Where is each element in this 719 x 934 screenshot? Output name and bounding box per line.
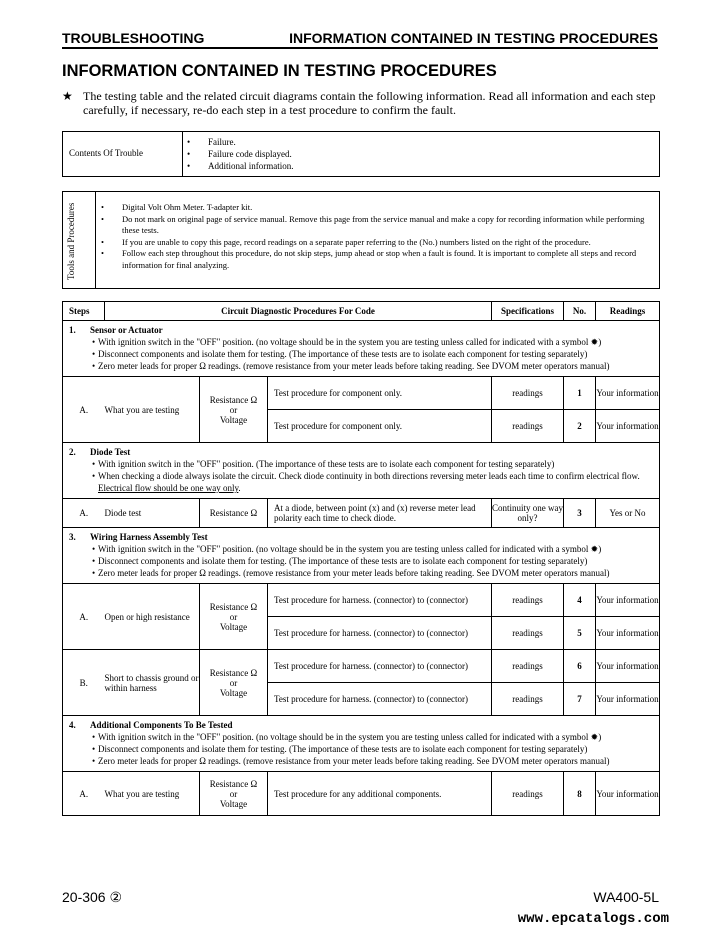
page-number: 20-306 ② [62, 889, 123, 905]
col-no: No. [564, 302, 596, 321]
list-item: • Failure. [187, 137, 236, 147]
diagnostic-table [62, 301, 660, 816]
list-item: • Additional information. [187, 161, 294, 171]
table-row: A. Diode test Resistance Ω At a diode, between point (x) and (x) reverse meter lead polarity each time to check diode. Continuity one way only? 3 Yes or No [63, 499, 660, 528]
col-readings: Readings [596, 302, 660, 321]
list-item: • Zero meter leads for proper Ω readings. (remove resistance from your meter leads before taking reading. See DVOM meter operators manual) [92, 756, 610, 766]
list-item: • Digital Volt Ohm Meter. T-adapter kit. [101, 202, 253, 212]
table-row: A. Open or high resistance Resistance Ω or Voltage Test procedure for harness. (connector) to (connector) readings 4 Your information [63, 584, 660, 617]
table-row: A. What you are testing Resistance Ω or Voltage Test procedure for component only. readings 1 Your information [63, 377, 660, 410]
header-section-title: TROUBLESHOOTING [62, 30, 205, 46]
contents-of-trouble-box [62, 131, 660, 177]
list-item: • Disconnect components and isolate them for testing. (The importance of these tests are to isolate each component for testing separately) [92, 349, 588, 359]
table-row: B. Short to chassis ground or within harness Resistance Ω or Voltage Test procedure for harness. (connector) to (connector) readings 6 Your information [63, 650, 660, 683]
tools-label: Tools and Procedures [66, 202, 76, 280]
section-row [63, 716, 660, 772]
tools-and-procedures-box [62, 191, 660, 289]
list-item: • When checking a diode always isolate the circuit. Check diode continuity in both directions reversing meter leads each time to confirm electrical flow. Electrical flow should be one way only. [92, 471, 640, 493]
contents-list [187, 136, 294, 172]
section-heading: 1. Sensor or Actuator [69, 325, 163, 335]
list-item: • Disconnect components and isolate them for testing. (The importance of these tests are to isolate each component for testing separately) [92, 744, 588, 754]
section-row [63, 528, 660, 584]
running-header [62, 30, 658, 49]
section-heading: 4. Additional Components To Be Tested [69, 720, 233, 730]
section-row [63, 443, 660, 499]
header-page-title: INFORMATION CONTAINED IN TESTING PROCEDURES [289, 30, 658, 46]
website-watermark: www.epcatalogs.com [517, 911, 669, 927]
contents-label: Contents Of Trouble [69, 148, 144, 158]
table-row: Test procedure for component only. readings 2 Your information [63, 410, 660, 443]
col-steps: Steps [63, 302, 105, 321]
intro-text: The testing table and the related circuit diagrams contain the following information. Read all information and each step carefully, if necessary, re-do each step in a test procedure to confirm the fault. [83, 89, 656, 117]
list-item: • If you are unable to copy this page, record readings on a separate paper referring to the (No.) numbers listed on the right of the procedure. [101, 236, 591, 247]
list-item: • Disconnect components and isolate them for testing. (The importance of these tests are to isolate each component for testing separately) [92, 556, 588, 566]
star-icon: ★ [62, 89, 73, 103]
list-item: • With ignition switch in the "OFF" position. (no voltage should be in the system you are testing unless called for indicated with a symbol ✹) [92, 544, 602, 554]
list-item: • With ignition switch in the "OFF" position. (no voltage should be in the system you are testing unless called for indicated with a symbol ✹) [92, 732, 602, 742]
section-heading: 3. Wiring Harness Assembly Test [69, 532, 208, 542]
tools-list [101, 202, 657, 271]
list-item: • Zero meter leads for proper Ω readings. (remove resistance from your meter leads before taking reading. See DVOM meter operators manual) [92, 361, 610, 371]
list-item: • Failure code displayed. [187, 149, 292, 159]
page-title: INFORMATION CONTAINED IN TESTING PROCEDURES [62, 62, 497, 80]
table-row: Test procedure for harness. (connector) to (connector) readings 5 Your information [63, 617, 660, 650]
list-item: • Zero meter leads for proper Ω readings. (remove resistance from your meter leads before taking reading. See DVOM meter operators manual) [92, 568, 610, 578]
col-procedure: Circuit Diagnostic Procedures For Code [105, 302, 492, 321]
col-specifications: Specifications [492, 302, 564, 321]
list-item: • Do not mark on original page of service manual. Remove this page from the service manual and make a copy for recording information while performing these tests. [101, 213, 645, 235]
intro-paragraph [62, 89, 662, 117]
list-item: • With ignition switch in the "OFF" position. (no voltage should be in the system you are testing unless called for indicated with a symbol ✹) [92, 337, 602, 347]
section-heading: 2. Diode Test [69, 447, 131, 457]
table-header-row [63, 302, 660, 321]
section-row [63, 321, 660, 377]
list-item: • With ignition switch in the "OFF" position. (The importance of these tests are to isolate each component for testing separately) [92, 459, 555, 469]
model-number: WA400-5L [593, 889, 659, 905]
table-row: Test procedure for harness. (connector) to (connector) readings 7 Your information [63, 683, 660, 716]
table-row: A. What you are testing Resistance Ω or Voltage Test procedure for any additional components. readings 8 Your information [63, 772, 660, 816]
list-item: • Follow each step throughout this procedure, do not skip steps, jump ahead or stop when a fault is found. It is important to complete all steps and record information for final analyzing. [101, 248, 637, 270]
